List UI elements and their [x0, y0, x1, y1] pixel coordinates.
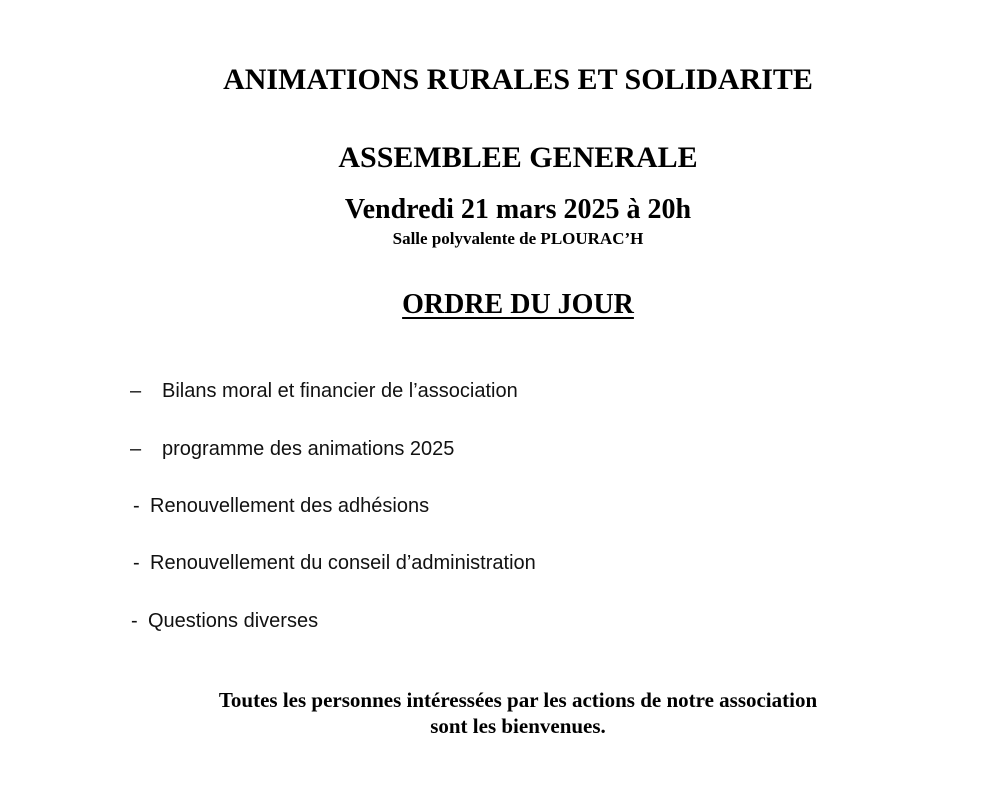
agenda-item-label: Renouvellement du conseil d’administration: [150, 552, 536, 574]
organization-title: ANIMATIONS RURALES ET SOLIDARITE: [223, 63, 813, 96]
agenda-item-marker: -: [133, 552, 140, 574]
agenda-item-marker: –: [130, 380, 142, 402]
closing-line-2: sont les bienvenues.: [430, 714, 606, 738]
closing-line-1: Toutes les personnes intéressées par les actions de notre association: [218, 688, 818, 712]
meeting-location: Salle polyvalente de PLOURAC’H: [392, 229, 644, 248]
closing-message: [0, 687, 1000, 739]
agenda-item-label: programme des animations 2025: [162, 438, 455, 460]
meeting-title: ASSEMBLEE GENERALE: [338, 141, 698, 174]
agenda-item-label: Bilans moral et financier de l’association: [162, 380, 518, 402]
agenda-heading: ORDRE DU JOUR: [402, 289, 634, 320]
agenda-item-label: Renouvellement des adhésions: [150, 495, 430, 517]
agenda-item-marker: -: [131, 610, 138, 632]
agenda-item-label: Questions diverses: [148, 610, 319, 632]
agenda-item-marker: -: [133, 495, 140, 517]
meeting-date-time: Vendredi 21 mars 2025 à 20h: [344, 194, 692, 225]
agenda-item-marker: –: [130, 438, 142, 460]
